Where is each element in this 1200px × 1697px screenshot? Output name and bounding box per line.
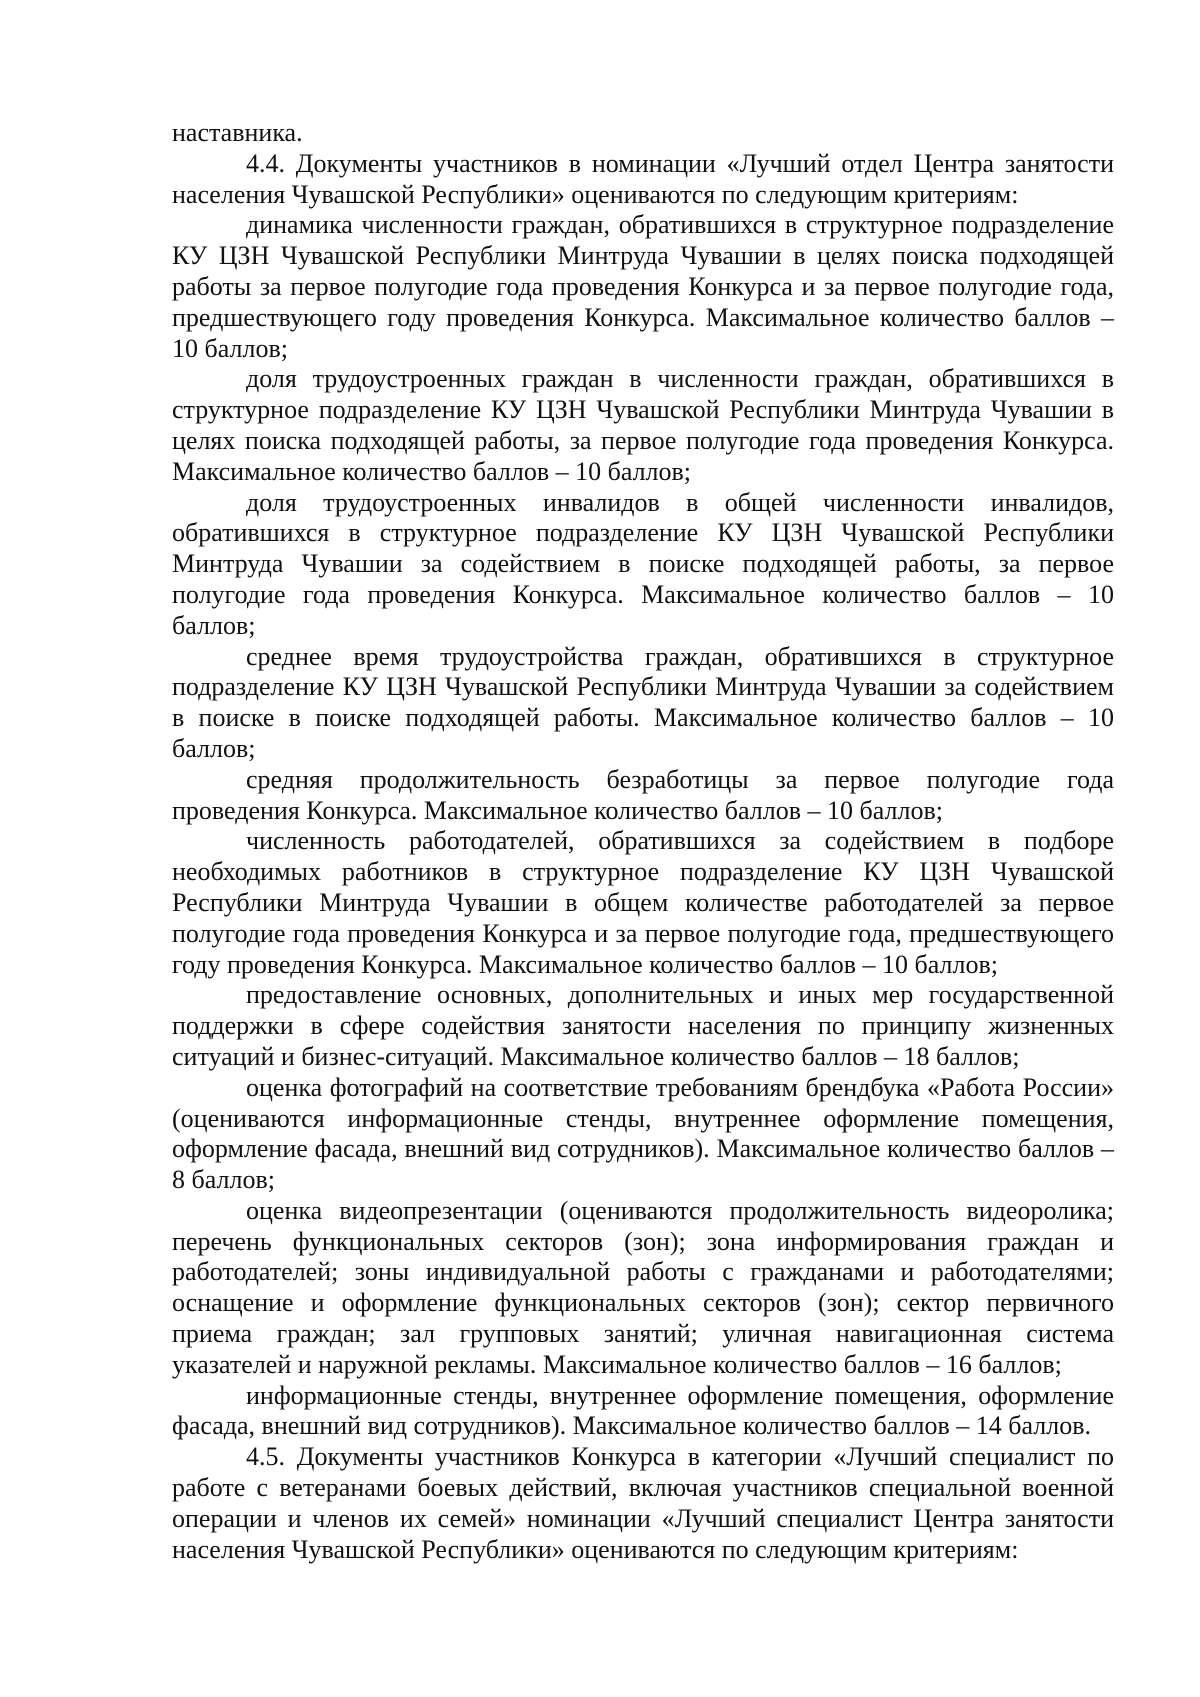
paragraph-section-4-4: 4.4. Документы участников в номинации «Лучший отдел Центра занятости населения Чувашской Республики» оцениваются по следующим критериям: — [172, 148, 1114, 209]
paragraph-section-4-5: 4.5. Документы участников Конкурса в категории «Лучший специалист по работе с ветеранами боевых действий, включая участников специальной военной операции и членов их семей» номинации «Лучший специалист Центра занятости населения Чувашской Республики» оцениваются по следующим критериям: — [172, 1442, 1114, 1564]
paragraph-criterion-unemployment-duration: средняя продолжительность безработицы за первое полугодие года проведения Конкурса. Максимальное количество баллов – 10 баллов; — [172, 764, 1114, 825]
paragraph-criterion-employers: численность работодателей, обратившихся за содействием в подборе необходимых работников в структурное подразделение КУ ЦЗН Чувашской Республики Минтруда Чувашии в общем количестве работодателей за первое полугодие года проведения Конкурса и за первое полугодие года, предшествующего году проведения Конкурса. Максимальное количество баллов – 10 баллов; — [172, 826, 1114, 979]
paragraph-criterion-info-stands: информационные стенды, внутреннее оформление помещения, оформление фасада, внешний вид сотрудников). Максимальное количество баллов – 14 баллов. — [172, 1380, 1114, 1441]
paragraph-criterion-citizens-dynamics: динамика численности граждан, обратившихся в структурное подразделение КУ ЦЗН Чувашской Республики Минтруда Чувашии в целях поиска подходящей работы за первое полугодие года проведения Конкурса и за первое полугодие года, предшествующего году проведения Конкурса. Максимальное количество баллов – 10 баллов; — [172, 210, 1114, 363]
paragraph-criterion-support-measures: предоставление основных, дополнительных и иных мер государственной поддержки в сфере содействия занятости населения по принципу жизненных ситуаций и бизнес-ситуаций. Максимальное количество баллов – 18 баллов; — [172, 980, 1114, 1071]
paragraph-criterion-photo-assessment: оценка фотографий на соответствие требованиям брендбука «Работа России» (оцениваются информационные стенды, внутреннее оформление помещения, оформление фасада, внешний вид сотрудников). Максимальное количество баллов – 8 баллов; — [172, 1072, 1114, 1195]
paragraph-criterion-average-time: среднее время трудоустройства граждан, обратившихся в структурное подразделение КУ ЦЗН Чувашской Республики Минтруда Чувашии за содействием в поиске в поиске подходящей работы. Максимальное количество баллов – 10 баллов; — [172, 641, 1114, 763]
paragraph-criterion-employed-share: доля трудоустроенных граждан в численности граждан, обратившихся в структурное подразделение КУ ЦЗН Чувашской Республики Минтруда Чувашии в целях поиска подходящей работы, за первое полугодие года проведения Конкурса. Максимальное количество баллов – 10 баллов; — [172, 364, 1114, 486]
paragraph-continuation: наставника. — [172, 118, 303, 147]
paragraph-criterion-video-presentation: оценка видеопрезентации (оцениваются продолжительность видеоролика; перечень функциональных секторов (зон); зона информирования граждан и работодателей; зоны индивидуальной работы с гражданами и работодателями; оснащение и оформление функциональных секторов (зон); сектор первичного приема граждан; зал групповых занятий; уличная навигационная система указателей и наружной рекламы. Максимальное количество баллов – 16 баллов; — [172, 1195, 1114, 1379]
document-page — [172, 118, 1114, 1565]
paragraph-criterion-disabled-share: доля трудоустроенных инвалидов в общей численности инвалидов, обратившихся в структурное подразделение КУ ЦЗН Чувашской Республики Минтруда Чувашии за содействием в поиске подходящей работы, за первое полугодие года проведения Конкурса. Максимальное количество баллов – 10 баллов; — [172, 487, 1114, 640]
